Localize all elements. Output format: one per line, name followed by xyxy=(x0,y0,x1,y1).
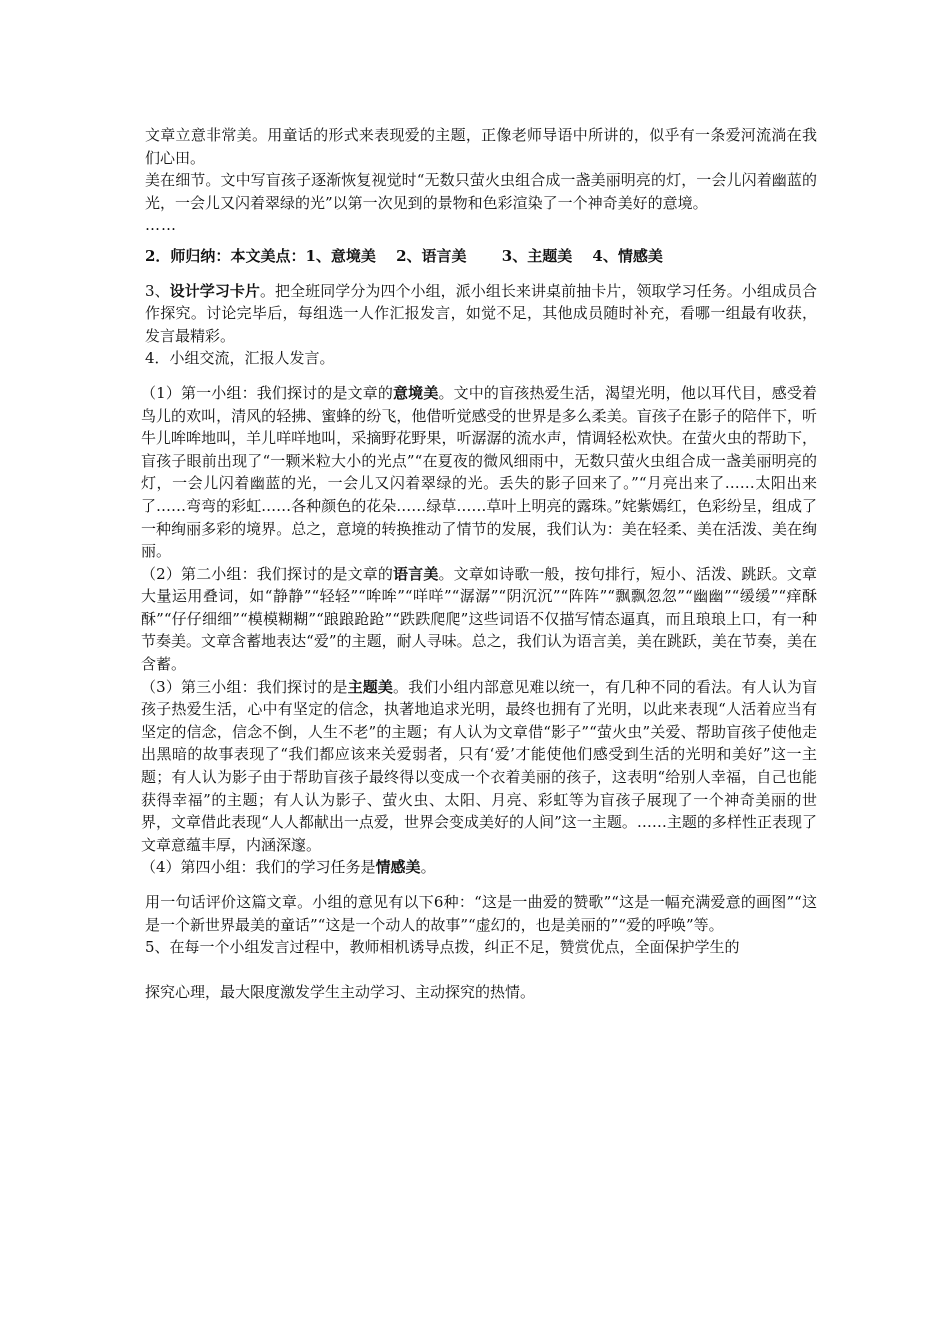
group-2-report xyxy=(141,563,817,676)
group-3-text: 。我们小组内部意见难以统一，有几种不同的看法。有人认为盲孩子热爱生活，心中有坚定的信念，执著地追求光明，最终也拥有了光明，以此来表现“人活着应当有坚定的信念，信念不倒，人生不老”的主题；有人认为文章借“影子”“萤火虫”关爱、帮助盲孩子使他走出黑暗的故事表现了“我们都应该来关爱弱者，只有‘爱’才能使他们感受到生活的光明和美好”这一主题；有人认为影子由于帮助盲孩子最终得以变成一个衣着美丽的孩子，这表明“给别人幸福，自己也能获得幸福”的主题；有人认为影子、萤火虫、太阳、月亮、彩虹等为盲孩子展现了一个神奇美丽的世界，文章借此表现“人人都献出一点爱，世界会变成美好的人间”这一主题。……主题的多样性正表现了文章意蕴丰厚，内涵深邃。 xyxy=(141,677,817,854)
teacher-summary: 2．师归纳：本文美点：1、意境美 2、语言美 3、主题美 4、情感美 xyxy=(145,246,663,265)
group-4-report xyxy=(141,856,817,879)
group-1-report xyxy=(141,382,817,563)
paragraph-intent: 文章立意非常美。用童话的形式来表现爱的主题，正像老师导语中所讲的，似乎有一条爱河流淌在我们心田。 xyxy=(145,126,817,167)
group-1-topic: 意境美 xyxy=(393,383,439,402)
paragraph-detail: 美在细节。文中写盲孩子逐渐恢复视觉时“无数只萤火虫组合成一盏美丽明亮的灯，一会儿闪着幽蓝的光，一会儿又闪着翠绿的光”以第一次见到的景物和色彩渲染了一个神奇美好的意境。 xyxy=(145,171,817,212)
group-4-text: 。 xyxy=(420,858,436,877)
group-2-text: 。文章如诗歌一般，按句排行，短小、活泼、跳跃。文章大量运用叠词，如“静静”“轻轻”“哞哞”“咩咩”“潺潺”“阴沉沉”“阵阵”“飘飘忽忽”“幽幽”“缓缓”“痒酥酥”“仔仔细细”“模模糊糊”“踉踉跄跄”“跌跌爬爬”这些词语不仅描写情态逼真，而且琅琅上口，有一种节奏美。文章含蓄地表达“爱”的主题，耐人寻味。总之，我们认为语言美，美在跳跃，美在节奏，美在含蓄。 xyxy=(141,564,817,674)
group-4-topic: 情感美 xyxy=(375,858,421,877)
study-cards-heading: 设计学习卡片 xyxy=(169,281,260,300)
group-2-topic: 语言美 xyxy=(393,564,439,583)
paragraph-ellipsis: …… xyxy=(145,216,177,235)
paragraph-evaluation: 用一句话评价这篇文章。小组的意见有以下6种：“这是一曲爱的赞歌”“这是一幅充满爱意的画图”“这是一个新世界最美的童话”“这是一个动人的故事”“虚幻的，也是美丽的”“爱的呼唤”等。 xyxy=(145,893,817,934)
step-number: 3、 xyxy=(145,281,170,300)
document-body xyxy=(141,124,817,1003)
group-3-report xyxy=(141,676,817,857)
group-3-topic: 主题美 xyxy=(347,677,394,696)
paragraph-group-exchange: 4．小组交流，汇报人发言。 xyxy=(145,349,335,368)
paragraph-study-cards xyxy=(145,280,817,348)
group-3-prefix: （3）第三小组：我们探讨的是 xyxy=(141,677,348,696)
paragraph-teacher-guidance-cont: 探究心理，最大限度激发学生主动学习、主动探究的热情。 xyxy=(145,982,536,1001)
group-4-prefix: （4）第四小组：我们的学习任务是 xyxy=(141,858,376,877)
study-cards-text: 。把全班同学分为四个小组，派小组长来讲桌前抽卡片，领取学习任务。小组成员合作探究。讨论完毕后，每组选一人作汇报发言，如觉不足，其他成员随时补充，看哪一组最有收获，发言最精彩。 xyxy=(145,281,817,345)
group-1-prefix: （1）第一小组：我们探讨的是文章的 xyxy=(141,383,394,402)
group-2-prefix: （2）第二小组：我们探讨的是文章的 xyxy=(141,564,394,583)
paragraph-teacher-guidance: 5、在每一个小组发言过程中，教师相机诱导点拨，纠正不足，赞赏优点，全面保护学生的 xyxy=(145,938,740,957)
group-1-text: 。文中的盲孩热爱生活，渴望光明，他以耳代目，感受着鸟儿的欢叫，清风的轻拂、蜜蜂的纷飞，他借听觉感受的世界是多么柔美。盲孩子在影子的陪伴下，听牛儿哞哞地叫，羊儿咩咩地叫，采摘野花野果，听潺潺的流水声，情调轻松欢快。在萤火虫的帮助下，盲孩子眼前出现了“一颗米粒大小的光点”“在夏夜的微风细雨中，无数只萤火虫组合成一盏美丽明亮的灯，一会儿闪着幽蓝的光，一会儿又闪着翠绿的光。丢失的影子回来了。”“月亮出来了……太阳出来了……弯弯的彩虹……各种颜色的花朵……绿草……草叶上明亮的露珠。”姹紫嫣红，色彩纷呈，组成了一种绚丽多彩的境界。总之，意境的转换推动了情节的发展，我们认为：美在轻柔、美在活泼、美在绚丽。 xyxy=(141,383,817,561)
